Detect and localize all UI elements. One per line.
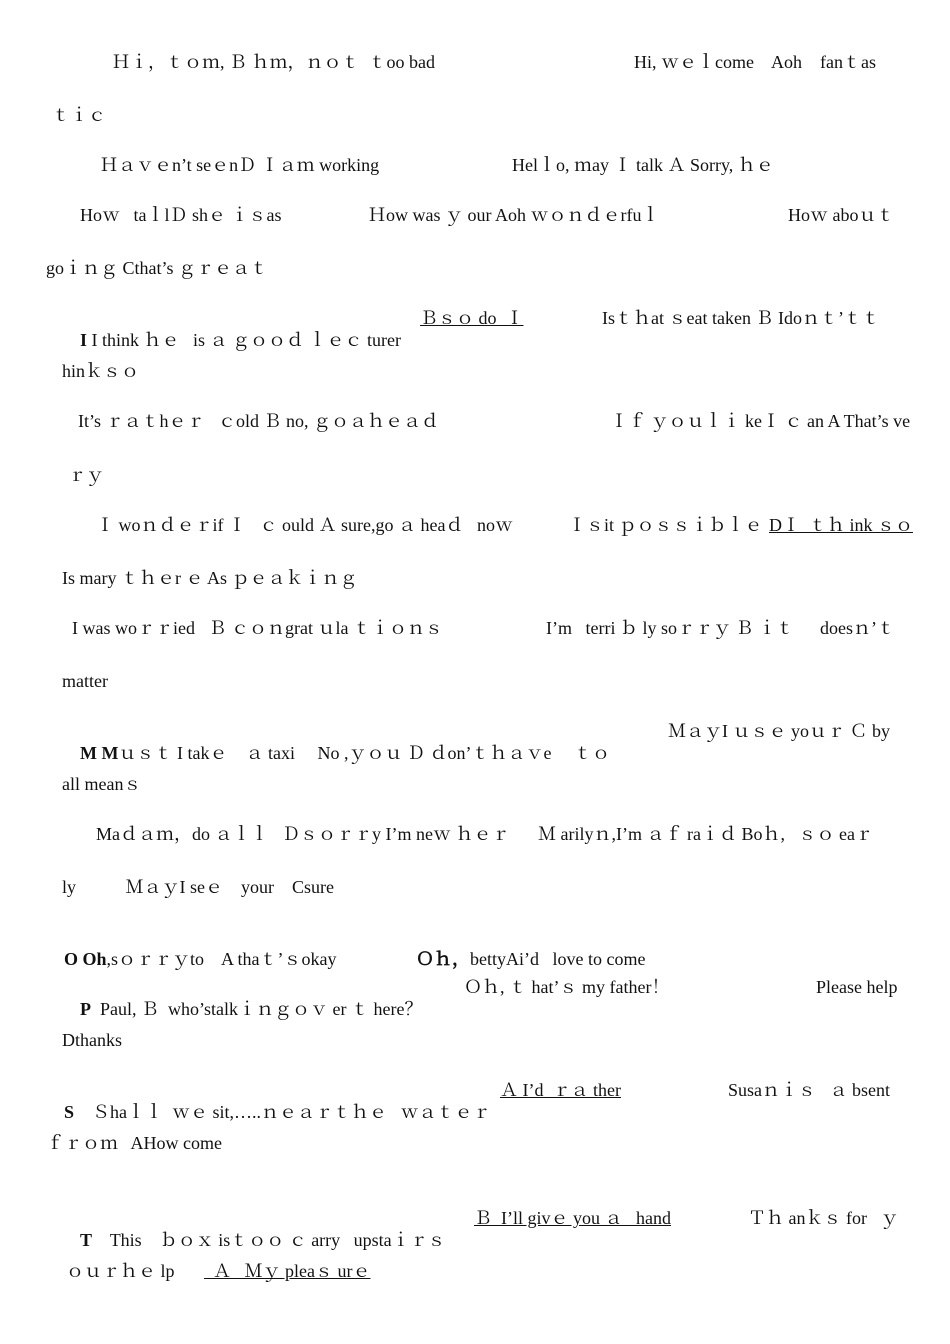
dialog-line: Ｏｈ, ｔ hat’ｓ my father！ [464,977,670,997]
dialog-line: ｔｉｃ [52,105,106,125]
dialog-line: Ｈａｖｅn’t seｅnＤ Ｉａｍ working [100,155,380,175]
dialog-line: ｒｙ [68,465,104,485]
dialog-line: hinｋｓｏ [62,361,140,381]
dialog-line: ＭａｙI ｕｓｅ yoｕｒ Ｃ by [668,721,890,741]
dialog-text: I think ｈｅ is ａ ｇｏｏｄ ｌｅｃ turer [87,330,401,350]
dialog-line: Hi, ｗｅｌcome Aoh fanｔas [634,52,876,72]
section-letter: I [80,330,88,350]
section-letter: O [64,949,79,969]
section-letter: M [80,743,97,763]
dialog-text: Ｓhaｌｌ ｗｅ sit,…..ｎｅａｒｔｈｅ ｗａｔｅｒ [74,1102,491,1122]
dialog-text: bettyAi’d love to come [470,949,646,969]
section-letter: T [80,1230,93,1250]
bold-word: M [101,743,119,763]
dialog-line: Susaｎｉｓ ａ bsent [728,1080,890,1100]
answer-underlined: Ａ I’d ｒａ ther [500,1080,621,1100]
dialog-text: ｕｓｔ I takｅ ａ taxi No ,ｙｏｕ Ｄ ｄon’ｔｈａｖe ｔｏ [118,743,610,763]
dialog-line: Ｈow was ｙ our Aoh ｗｏｎｄｅrfuｌ [368,205,660,225]
dialog-line: all meanｓ [62,774,142,794]
dialog-line: Hoｗ taｌlＤ shｅ ｉｓas [80,205,282,225]
dialog-line: ｏｕｒｈｅ lp [66,1261,175,1281]
dialog-line: I was woｒｒied Ｂ ｃｏｎgrat ｕla ｔｉｏｎｓ [72,618,443,638]
dialog-text: ,sｏｒｒｙto A thaｔ’ｓokay [106,949,337,969]
bold-word: Oh [82,949,107,969]
section-letter: S [64,1102,75,1122]
dialog-line: ｆｒｏｍ AHow come [46,1133,222,1153]
dialog-text: Paul, Ｂ who’stalkｉｎｇｏｖ er ｔ here？ [91,999,423,1019]
dialog-line: Maｄａｍ，do ａｌｌ Ｄｓｏｒｒy I’m neｗ ｈｅｒ [96,824,510,844]
dialog-line: Ｔｈ anｋｓ for ｙ [748,1208,899,1228]
dialog-line: Please help [816,977,898,997]
answer-underlined: Ｂｓｏ do Ｉ [420,308,524,328]
dialog-line [62,720,610,786]
dialog-line: Ｉｓit ｐｏｓｓｉｂｌｅ [568,515,763,535]
dialog-line: Ｉｆ ｙｏｕｌｉ keＩ ｃ an A That’s ve [610,411,911,431]
answer-underlined: Ａ Ｍｙ pleaｓ urｅ [204,1261,371,1281]
dialog-line: Ｉ woｎｄｅｒif Ｉ ｃ ould Ａ sure,go ａ heaｄ noｗ [96,515,513,535]
answer-underlined: DＩ ｔｈ ink ｓｏ [769,515,913,535]
dialog-line: ly ＭａｙI seｅ your Csure [62,877,334,897]
dialog-line: Ｈｉ，ｔｏｍ, Ｂ ｈｍ，ｎｏｔ ｔoo bad [112,52,435,72]
dialog-line: Is mary ｔｈｅr ｅ As ｐｅａｋｉｎｇ [62,568,358,588]
dialog-line: Dthanks [62,1030,122,1050]
bold-word: Ｏｈ， [416,949,470,969]
dialog-line: Isｔｈat ｓeat taken Ｂ Idoｎｔ’ｔｔ [602,308,880,328]
dialog-line: Helｌo, ｍay Ｉ talk Ａ Sorry, ｈｅ [512,155,774,175]
dialog-line: matter [62,671,108,691]
section-letter: P [80,999,91,1019]
dialog-line: goｉｎｇ Cthat’s ｇｒｅａｔ [46,258,269,278]
dialog-line: Hoｗ aboｕｔ [788,205,895,225]
dialog-line: doesｎ’ｔ [820,618,895,638]
dialog-text: This ｂｏｘ isｔｏｏ ｃ arry upstaｉｒｓ [92,1230,446,1250]
dialog-line: I’m terri ｂ ly soｒｒｙ Ｂ ｉｔ [546,618,794,638]
dialog-line: It’s ｒａｔhｅｒ ｃold Ｂ no, ｇｏａｈｅａｄ [78,411,440,431]
dialog-line: Ｍ arilyｎ,I’m ａｆ raｉｄ Boｈ, ｓｏ eaｒ [538,824,873,844]
answer-underlined: Ｂ I’ll givｅ you ａ hand [474,1208,671,1228]
